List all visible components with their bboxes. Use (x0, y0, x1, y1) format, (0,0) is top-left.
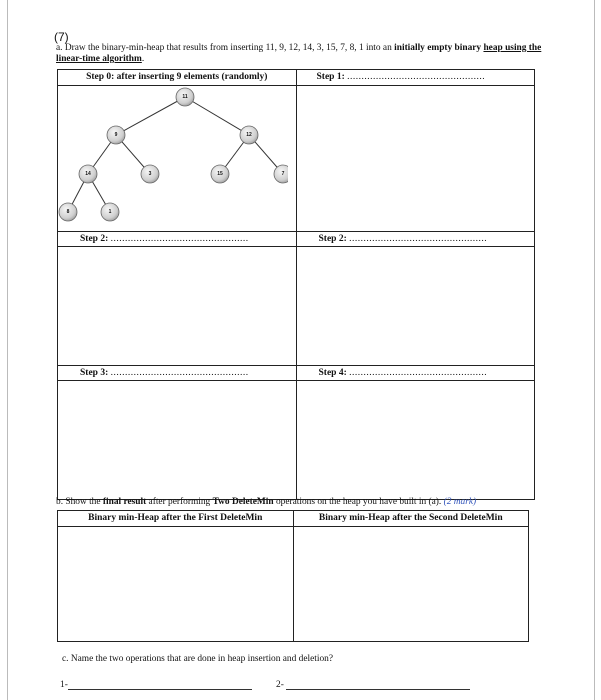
part-c-question: c. Name the two operations that are done in heap insertion and deletion? (62, 654, 334, 664)
heap-diagram (58, 86, 288, 228)
step2-left-label: Step 2: ................................................ (58, 232, 297, 247)
heap-node-14 (79, 165, 97, 183)
heap-node-label: 8 (66, 209, 70, 215)
part-a-suffix: . (141, 54, 145, 64)
part-b-instruction: b. Show the final result after performing Two DeleteMin operations on the heap you have built in (a). (2 mark) (56, 497, 477, 507)
first-deletemin-header: Binary min-Heap after the First DeleteMin (58, 511, 294, 527)
answer2-label: 2- (276, 680, 284, 690)
part-a-bold-underlined: heap using the linear-time algorithm (56, 43, 542, 64)
part-a-bold: initially empty binary (394, 43, 482, 53)
step2-right-cell[interactable] (296, 247, 535, 366)
heap-node-label: 3 (148, 171, 152, 177)
second-deletemin-header: Binary min-Heap after the Second DeleteMin (293, 511, 529, 527)
step0-header: Step 0: after inserting 9 elements (randomly) (58, 70, 297, 86)
heap-node-11 (176, 88, 194, 106)
heap-node-label: 7 (281, 171, 285, 177)
heap-node-3 (141, 165, 159, 183)
step2-right-label: Step 2: ................................................ (296, 232, 535, 247)
heap-node-label: 1 (108, 209, 112, 215)
page-edge-right (594, 0, 595, 700)
heap-edge (116, 97, 185, 135)
answer1-line[interactable] (68, 689, 252, 690)
heap-node-label: 15 (217, 171, 223, 177)
heap-node-1 (101, 203, 119, 221)
second-deletemin-cell[interactable] (293, 527, 529, 642)
heap-node-label: 14 (85, 171, 91, 177)
heap-node-label: 11 (182, 94, 188, 100)
heap-node-label: 9 (114, 132, 118, 138)
first-deletemin-cell[interactable] (58, 527, 294, 642)
step4-cell[interactable] (296, 381, 535, 500)
deletemin-table (57, 510, 529, 642)
step4-label: Step 4: ................................................ (296, 366, 535, 381)
mark-value: (2 mark) (443, 497, 477, 507)
answer1-label: 1- (60, 680, 68, 690)
question-number: (7) (54, 30, 69, 44)
page-edge-left (7, 0, 8, 700)
step3-label: Step 3: ................................................ (58, 366, 297, 381)
heap-node-label: 12 (246, 132, 252, 138)
heap-node-12 (240, 126, 258, 144)
heap-node-8 (59, 203, 77, 221)
step3-cell[interactable] (58, 381, 297, 500)
step1-header: Step 1: ................................................ (296, 70, 535, 86)
part-a-instruction (56, 43, 546, 65)
heap-edge (185, 97, 249, 135)
heap-node-7 (274, 165, 288, 183)
answer2-line[interactable] (286, 689, 470, 690)
step2-left-cell[interactable] (58, 247, 297, 366)
heap-node-9 (107, 126, 125, 144)
step1-cell[interactable] (296, 86, 535, 232)
part-a-prefix: a. Draw the binary-min-heap that results from inserting 11, 9, 12, 14, 3, 15, 7, 8, 1 into an (56, 43, 395, 53)
heap-node-15 (211, 165, 229, 183)
